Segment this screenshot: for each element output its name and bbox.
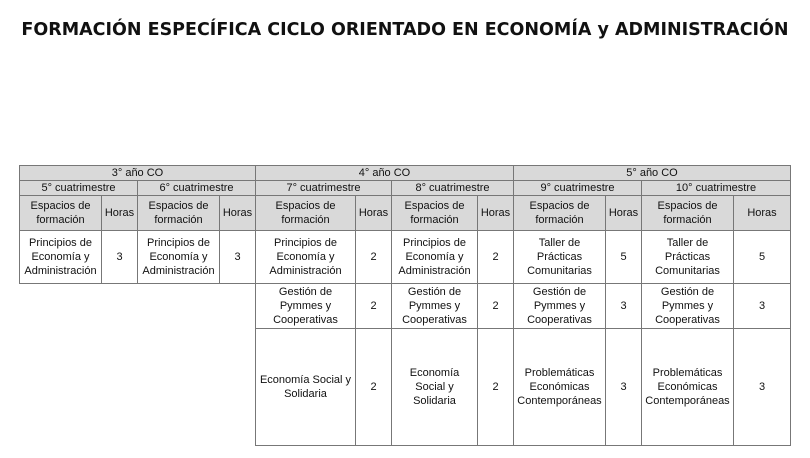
space-cell: Economía Social y Solidaria [392, 329, 478, 446]
hours-cell: 2 [356, 284, 392, 329]
hours-cell: 3 [606, 329, 642, 446]
term-header-10: 10° cuatrimestre [642, 181, 791, 196]
column-header-hours: Horas [478, 196, 514, 231]
column-header-space: Espacios de formación [642, 196, 734, 231]
column-header-hours: Horas [220, 196, 256, 231]
term-header-5: 5° cuatrimestre [20, 181, 138, 196]
hours-cell: 3 [102, 231, 138, 284]
column-header-space: Espacios de formación [20, 196, 102, 231]
hours-cell: 5 [606, 231, 642, 284]
column-header-space: Espacios de formación [138, 196, 220, 231]
space-cell: Gestión de Pymmes y Cooperativas [642, 284, 734, 329]
column-header-hours: Horas [102, 196, 138, 231]
hours-cell: 2 [478, 284, 514, 329]
curriculum-table [19, 165, 791, 446]
page-title: FORMACIÓN ESPECÍFICA CICLO ORIENTADO EN ECONOMÍA y ADMINISTRACIÓN [21, 20, 789, 40]
column-header-space: Espacios de formación [392, 196, 478, 231]
term-header-8: 8° cuatrimestre [392, 181, 514, 196]
hours-cell: 3 [734, 284, 791, 329]
year-header-5: 5° año CO [514, 166, 791, 181]
space-cell: Principios de Economía y Administración [138, 231, 220, 284]
space-cell: Gestión de Pymmes y Cooperativas [256, 284, 356, 329]
hours-cell: 5 [734, 231, 791, 284]
space-cell: Economía Social y Solidaria [256, 329, 356, 446]
column-header-space: Espacios de formación [256, 196, 356, 231]
year-header-4: 4° año CO [256, 166, 514, 181]
table-row [20, 231, 791, 284]
term-header-7: 7° cuatrimestre [256, 181, 392, 196]
column-header-hours: Horas [734, 196, 791, 231]
hours-cell: 3 [734, 329, 791, 446]
space-cell: Principios de Economía y Administración [20, 231, 102, 284]
term-header-9: 9° cuatrimestre [514, 181, 642, 196]
column-header-hours: Horas [606, 196, 642, 231]
space-cell: Taller de Prácticas Comunitarias [642, 231, 734, 284]
hours-cell: 2 [478, 231, 514, 284]
year-header-3: 3° año CO [20, 166, 256, 181]
hours-cell: 3 [606, 284, 642, 329]
space-cell: Gestión de Pymmes y Cooperativas [392, 284, 478, 329]
hours-cell: 2 [478, 329, 514, 446]
space-cell: Gestión de Pymmes y Cooperativas [514, 284, 606, 329]
hours-cell: 2 [356, 329, 392, 446]
hours-cell: 2 [356, 231, 392, 284]
space-cell: Problemáticas Económicas Contemporáneas [642, 329, 734, 446]
table-row [20, 284, 791, 329]
column-header-space: Espacios de formación [514, 196, 606, 231]
space-cell: Principios de Economía y Administración [256, 231, 356, 284]
space-cell: Principios de Economía y Administración [392, 231, 478, 284]
space-cell: Problemáticas Económicas Contemporáneas [514, 329, 606, 446]
column-header-hours: Horas [356, 196, 392, 231]
term-header-6: 6° cuatrimestre [138, 181, 256, 196]
space-cell: Taller de Prácticas Comunitarias [514, 231, 606, 284]
hours-cell: 3 [220, 231, 256, 284]
empty-area [20, 284, 256, 446]
